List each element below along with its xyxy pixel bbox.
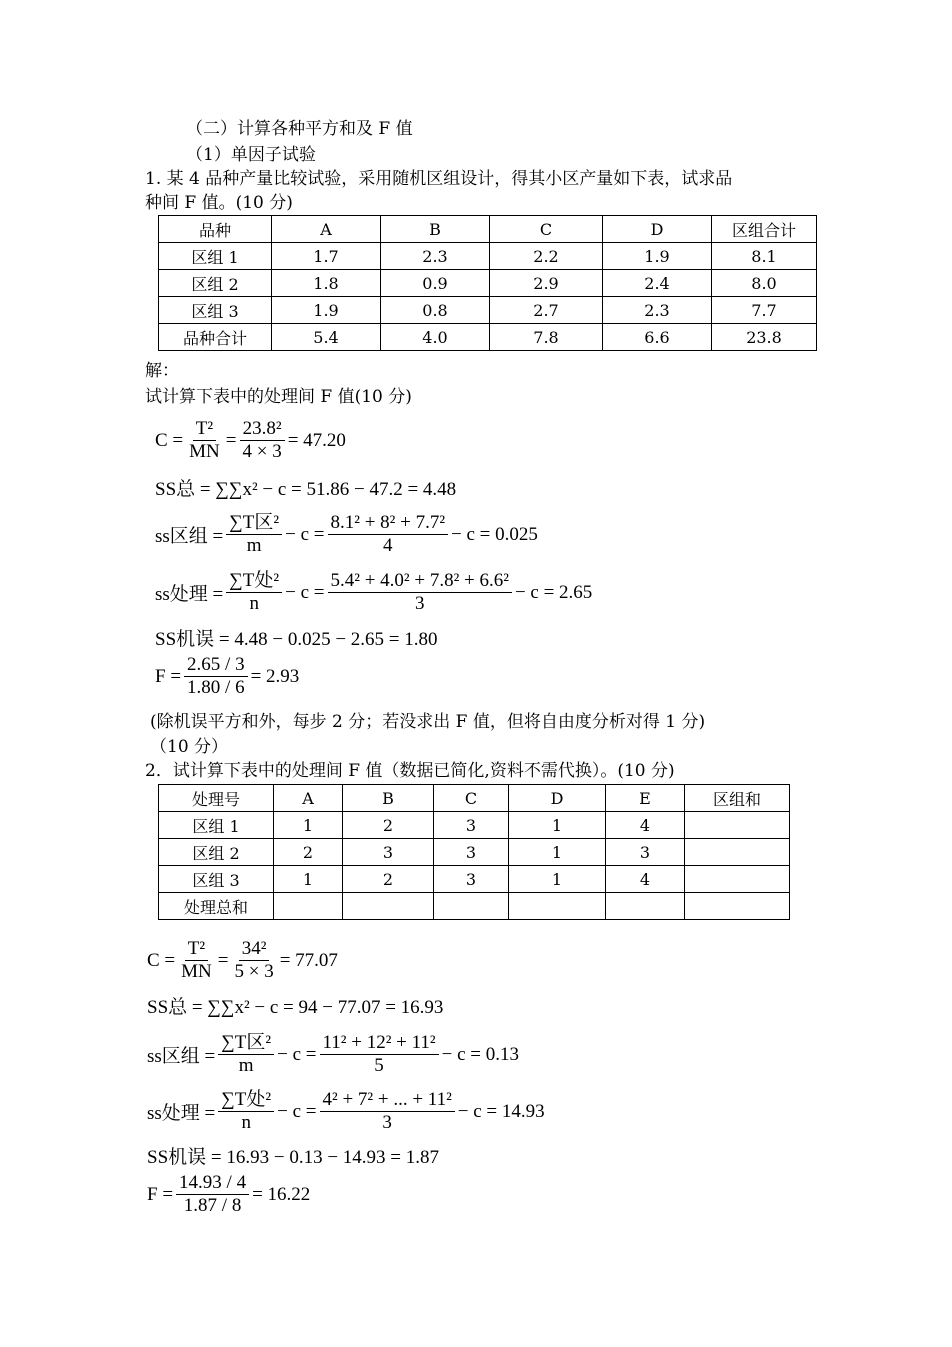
- q1-text-line1: 1. 某 4 品种产量比较试验，采用随机区组设计，得其小区产量如下表，试求品: [145, 169, 733, 189]
- table-cell: [685, 812, 790, 839]
- table-cell: 区组 3: [159, 866, 274, 893]
- table-cell: 品种合计: [159, 324, 272, 351]
- subsection-heading: （1）单因子试验: [186, 145, 316, 165]
- table-cell: 4: [606, 812, 685, 839]
- table-row: [159, 243, 817, 270]
- table-cell: 1: [509, 812, 606, 839]
- table-header-cell: A: [272, 216, 381, 243]
- table-cell: 3: [606, 839, 685, 866]
- table-cell: 2: [274, 839, 343, 866]
- answer-label: 解：: [145, 361, 179, 381]
- table-cell: 区组 3: [159, 297, 272, 324]
- table-row: [159, 812, 790, 839]
- table-cell: 1.9: [603, 243, 712, 270]
- q2-eq-sst: SS总 = ∑∑x² − c = 94 − 77.07 = 16.93: [147, 997, 444, 1018]
- table-cell: 0.9: [381, 270, 490, 297]
- table-cell: 区组 2: [159, 839, 274, 866]
- table-header-cell: 品种: [159, 216, 272, 243]
- table-cell: 3: [343, 839, 434, 866]
- table-cell: 区组 2: [159, 270, 272, 297]
- q1-intro: 试计算下表中的处理间 F 值(10 分): [145, 387, 412, 407]
- q1-eq-sse: SS机误 = 4.48 − 0.025 − 2.65 = 1.80: [155, 629, 438, 650]
- table-cell: 2.2: [490, 243, 603, 270]
- table-cell: 1.9: [272, 297, 381, 324]
- section-heading: （二）计算各种平方和及 F 值: [186, 119, 413, 139]
- table-header-cell: 区组合计: [712, 216, 817, 243]
- table-cell: 2.7: [490, 297, 603, 324]
- table-cell: 3: [434, 866, 509, 893]
- q1-note: (除机误平方和外，每步 2 分；若没求出 F 值，但将自由度分析对得 1 分): [150, 712, 706, 732]
- table-row: [159, 866, 790, 893]
- table-header-row: [159, 216, 817, 243]
- table-cell: 1.8: [272, 270, 381, 297]
- table-cell: 8.0: [712, 270, 817, 297]
- table-header-cell: B: [343, 785, 434, 812]
- q2-eq-ssblock: ss区组 = $\frac{\text{∑T区²}}{m}$ − c = $\frac{\text{11² + 12² + 11²}}{5}$ − c = 0.13: [147, 1032, 519, 1076]
- q1-eq-c: C = $\frac{\text{T²}}{MN}$ = $\frac{\text{23.8²}}{4 \times 3}$ = 47.20: [155, 418, 346, 462]
- table-cell: [434, 893, 509, 920]
- table-header-cell: D: [509, 785, 606, 812]
- table-cell: [606, 893, 685, 920]
- q2-eq-sstreat: ss处理 = $\frac{\text{∑T处²}}{n}$ − c = $\frac{\text{4² + 7² + ... + 11²}}{3}$ − c = 14.93: [147, 1089, 545, 1133]
- table-cell: 5.4: [272, 324, 381, 351]
- table-row: [159, 324, 817, 351]
- q2-text: 2．试计算下表中的处理间 F 值（数据已简化,资料不需代换）。(10 分): [145, 761, 675, 781]
- q1-eq-sst: SS总 = ∑∑x² − c = 51.86 − 47.2 = 4.48: [155, 479, 457, 500]
- table-cell: 2.4: [603, 270, 712, 297]
- table-header-cell: A: [274, 785, 343, 812]
- q1-score: （10 分）: [150, 737, 229, 757]
- table-cell: 区组 1: [159, 243, 272, 270]
- q2-eq-sse: SS机误 = 16.93 − 0.13 − 14.93 = 1.87: [147, 1147, 439, 1168]
- table-cell: [343, 893, 434, 920]
- q1-text-line2: 种间 F 值。(10 分): [145, 193, 293, 213]
- table-header-cell: C: [434, 785, 509, 812]
- table-cell: 3: [434, 812, 509, 839]
- table-header-row: [159, 785, 790, 812]
- table-cell: [685, 893, 790, 920]
- table-cell: 0.8: [381, 297, 490, 324]
- table-cell: 2.3: [381, 243, 490, 270]
- table-row: [159, 893, 790, 920]
- table-cell: 1: [274, 866, 343, 893]
- table-row: [159, 839, 790, 866]
- table-cell: 区组 1: [159, 812, 274, 839]
- table-cell: [274, 893, 343, 920]
- table-header-cell: D: [603, 216, 712, 243]
- q2-eq-f: F = $\frac{14.93 / 4}{1.87 / 8}$ = 16.22: [147, 1172, 311, 1216]
- table-cell: [685, 839, 790, 866]
- table-cell: [509, 893, 606, 920]
- q1-table: [158, 215, 817, 351]
- table-cell: 7.7: [712, 297, 817, 324]
- table-cell: 3: [434, 839, 509, 866]
- table-header-cell: B: [381, 216, 490, 243]
- table-cell: 1: [274, 812, 343, 839]
- table-cell: 8.1: [712, 243, 817, 270]
- table-header-cell: C: [490, 216, 603, 243]
- table-cell: 6.6: [603, 324, 712, 351]
- table-cell: 23.8: [712, 324, 817, 351]
- table-cell: 1: [509, 839, 606, 866]
- table-cell: 7.8: [490, 324, 603, 351]
- table-cell: 2.9: [490, 270, 603, 297]
- table-row: [159, 270, 817, 297]
- table-cell: 1.7: [272, 243, 381, 270]
- table-header-cell: 区组和: [685, 785, 790, 812]
- table-cell: 2: [343, 866, 434, 893]
- q1-eq-f: F = $\frac{2.65 / 3}{1.80 / 6}$ = 2.93: [155, 654, 300, 698]
- q1-eq-ssblock: ss区组 = $\frac{\text{∑T区²}}{m}$ − c = $\frac{\text{8.1² + 8² + 7.7²}}{4}$ − c = 0.025: [155, 512, 538, 556]
- table-header-cell: E: [606, 785, 685, 812]
- table-header-cell: 处理号: [159, 785, 274, 812]
- table-cell: 2.3: [603, 297, 712, 324]
- table-row: [159, 297, 817, 324]
- q1-eq-sstreat: ss处理 = $\frac{\text{∑T处²}}{n}$ − c = $\frac{\text{5.4² + 4.0² + 7.8² + 6.6²}}{3}$ − c = 2.65: [155, 570, 593, 614]
- table-cell: 1: [509, 866, 606, 893]
- table-cell: 4: [606, 866, 685, 893]
- q2-table: [158, 784, 790, 920]
- table-cell: [685, 866, 790, 893]
- q2-eq-c: C = $\frac{\text{T²}}{MN}$ = $\frac{\text{34²}}{5 \times 3}$ = 77.07: [147, 938, 338, 982]
- table-cell: 处理总和: [159, 893, 274, 920]
- table-cell: 4.0: [381, 324, 490, 351]
- table-cell: 2: [343, 812, 434, 839]
